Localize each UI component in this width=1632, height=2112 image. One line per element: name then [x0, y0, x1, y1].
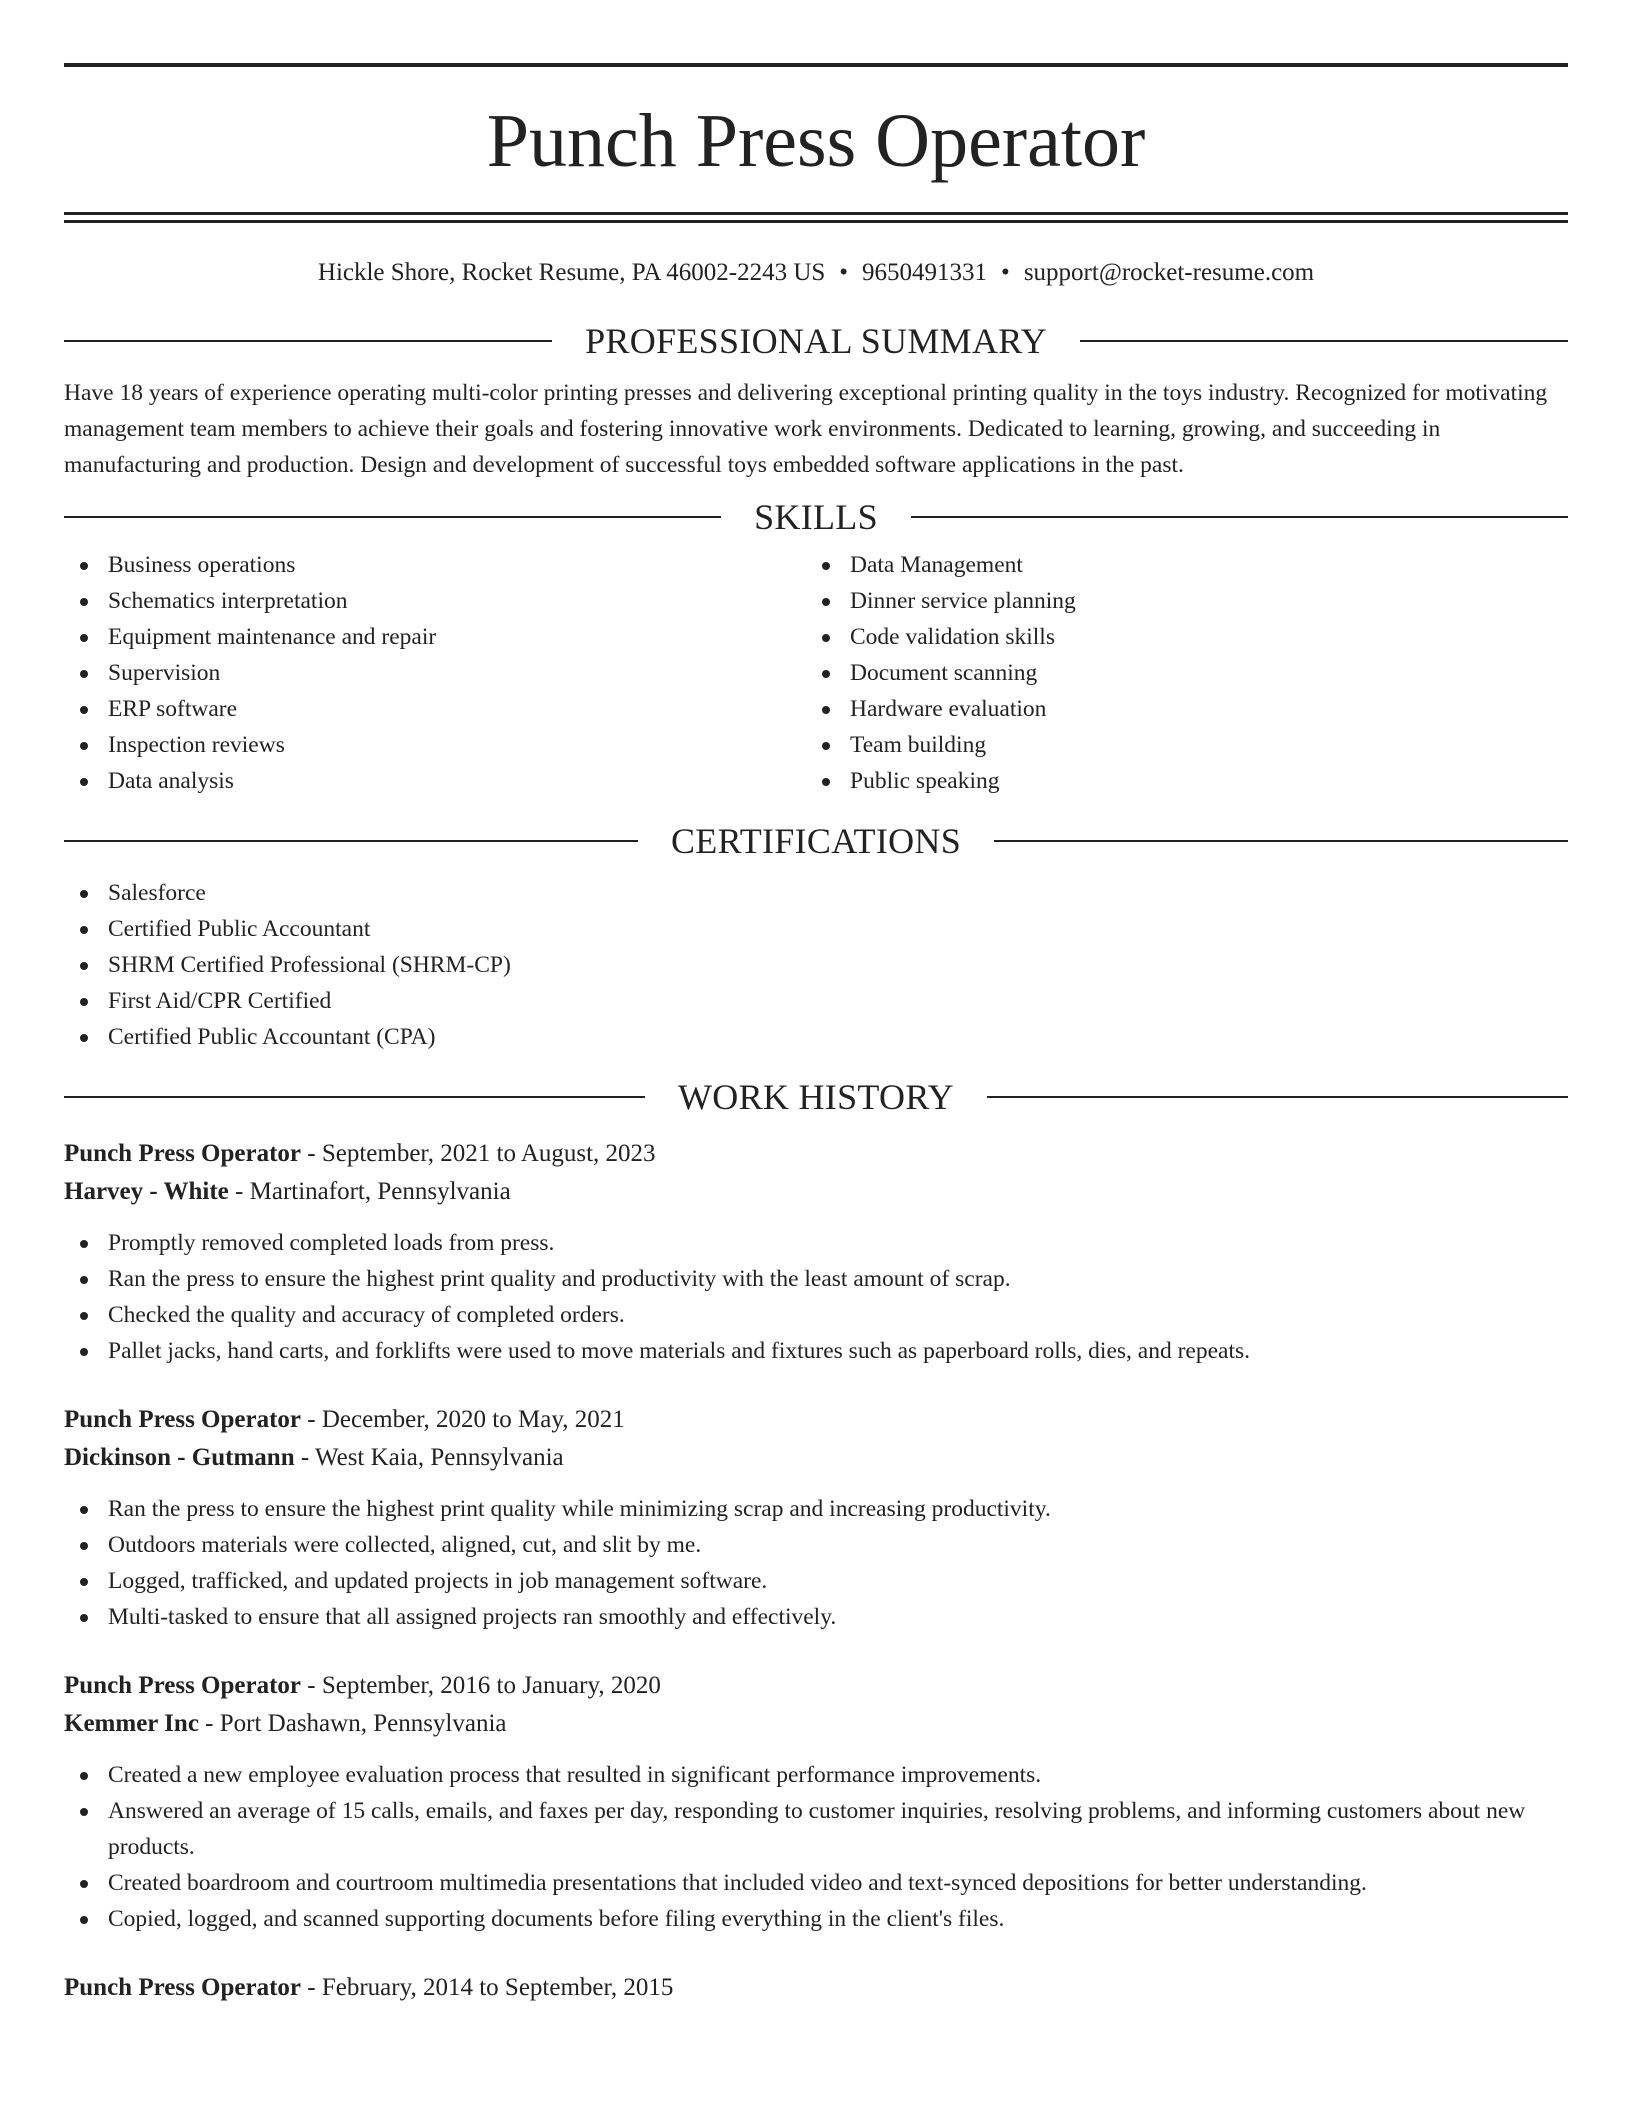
divider: [64, 840, 638, 842]
skill-item: Supervision: [64, 655, 806, 691]
work-history-heading: WORK HISTORY: [678, 1077, 954, 1117]
divider: [911, 516, 1568, 518]
skill-item: Data Management: [806, 547, 1548, 583]
job-entry: [64, 1969, 1568, 2007]
certification-item: First Aid/CPR Certified: [64, 983, 1568, 1019]
contact-address: Hickle Shore, Rocket Resume, PA 46002-2243 US: [317, 259, 826, 286]
job-employer-line: [64, 1173, 1568, 1211]
skills-column-right: [806, 547, 1548, 799]
job-title: Punch Press Operator: [64, 1672, 302, 1699]
divider: [987, 1096, 1568, 1098]
job-employer: Kemmer Inc: [64, 1710, 199, 1737]
job-dates: December, 2020 to May, 2021: [321, 1406, 625, 1433]
job-duty: Pallet jacks, hand carts, and forklifts were used to move materials and fixtures such as paperboard rolls, dies, and repeats.: [64, 1333, 1568, 1369]
contact-email: support@rocket-resume.com: [1023, 259, 1315, 286]
divider: [994, 840, 1568, 842]
skill-item: Team building: [806, 727, 1548, 763]
dash: -: [307, 1140, 316, 1167]
dash: -: [307, 1974, 316, 2001]
skill-item: Hardware evaluation: [806, 691, 1548, 727]
title-double-rule: [64, 212, 1568, 223]
job-duty: Created a new employee evaluation process that resulted in significant performance improvements.: [64, 1757, 1568, 1793]
job-entry: [64, 1135, 1568, 1369]
skill-item: ERP software: [64, 691, 806, 727]
resume-page: [64, 0, 1568, 2007]
divider: [64, 1096, 645, 1098]
work-history-section-header: [64, 1075, 1568, 1119]
resume-title: Punch Press Operator: [486, 99, 1146, 183]
certification-item: SHRM Certified Professional (SHRM-CP): [64, 947, 1568, 983]
job-employer-line: [64, 1439, 1568, 1477]
certification-item: Certified Public Accountant (CPA): [64, 1019, 1568, 1055]
job-duty: Created boardroom and courtroom multimedia presentations that included video and text-synced depositions for better understanding.: [64, 1865, 1568, 1901]
skill-item: Data analysis: [64, 763, 806, 799]
job-location: West Kaia, Pennsylvania: [315, 1444, 564, 1471]
job-title: Punch Press Operator: [64, 1974, 302, 2001]
job-title-line: [64, 1969, 1568, 2007]
job-duties-list: [64, 1491, 1568, 1635]
job-employer-line: [64, 1705, 1568, 1743]
job-entry: [64, 1401, 1568, 1635]
skills-heading: SKILLS: [754, 497, 878, 537]
contact-separator: •: [839, 259, 849, 286]
skill-item: Public speaking: [806, 763, 1548, 799]
skills-column-left: [64, 547, 806, 799]
job-duty: Answered an average of 15 calls, emails, and faxes per day, responding to customer inquiries, resolving problems, and informing customers about new products.: [64, 1793, 1568, 1865]
skill-item: Document scanning: [806, 655, 1548, 691]
job-location: Martinafort, Pennsylvania: [249, 1178, 511, 1205]
dash: -: [235, 1178, 244, 1205]
job-employer: Dickinson - Gutmann: [64, 1444, 295, 1471]
job-duties-list: [64, 1757, 1568, 1937]
dash: -: [300, 1444, 310, 1471]
job-duty: Logged, trafficked, and updated projects in job management software.: [64, 1563, 1568, 1599]
job-duties-list: [64, 1225, 1568, 1369]
contact-phone: 9650491331: [862, 259, 988, 286]
certifications-heading: CERTIFICATIONS: [670, 821, 962, 861]
job-dates: September, 2021 to August, 2023: [321, 1140, 656, 1167]
skill-item: Schematics interpretation: [64, 583, 806, 619]
job-entry: [64, 1667, 1568, 1937]
job-title-line: [64, 1667, 1568, 1705]
job-employer: Harvey - White: [64, 1178, 229, 1205]
job-duty: Ran the press to ensure the highest print quality while minimizing scrap and increasing productivity.: [64, 1491, 1568, 1527]
job-duty: Promptly removed completed loads from press.: [64, 1225, 1568, 1261]
certification-item: Certified Public Accountant: [64, 911, 1568, 947]
job-duty: Copied, logged, and scanned supporting documents before filing everything in the client's files.: [64, 1901, 1568, 1937]
job-duty: Ran the press to ensure the highest print quality and productivity with the least amount of scrap.: [64, 1261, 1568, 1297]
job-title-line: [64, 1401, 1568, 1439]
summary-text: Have 18 years of experience operating multi-color printing presses and delivering exceptional printing quality in the toys industry. Recognized for motivating management team members to achieve their goals and fostering innovative work environments. Dedicated to learning, growing, and succeeding in manufacturing and production. Design and development of successful toys embedded software applications in the past.: [64, 380, 1548, 478]
skill-item: Equipment maintenance and repair: [64, 619, 806, 655]
skill-item: Code validation skills: [806, 619, 1548, 655]
skill-item: Inspection reviews: [64, 727, 806, 763]
certifications-list: [64, 875, 1568, 1055]
divider: [1080, 340, 1568, 342]
job-title: Punch Press Operator: [64, 1140, 302, 1167]
job-duty: Checked the quality and accuracy of completed orders.: [64, 1297, 1568, 1333]
top-rule: [64, 63, 1568, 67]
job-duty: Outdoors materials were collected, aligned, cut, and slit by me.: [64, 1527, 1568, 1563]
divider: [64, 516, 721, 518]
skill-item: Dinner service planning: [806, 583, 1548, 619]
certification-item: Salesforce: [64, 875, 1568, 911]
job-duty: Multi-tasked to ensure that all assigned projects ran smoothly and effectively.: [64, 1599, 1568, 1635]
job-title-line: [64, 1135, 1568, 1173]
skills-list: [64, 547, 1568, 799]
dash: -: [205, 1710, 214, 1737]
job-title: Punch Press Operator: [64, 1406, 302, 1433]
job-dates: February, 2014 to September, 2015: [321, 1974, 674, 2001]
skill-item: Business operations: [64, 547, 806, 583]
summary-section-header: [64, 319, 1568, 363]
job-location: Port Dashawn, Pennsylvania: [219, 1710, 507, 1737]
contact-line: [64, 257, 1568, 289]
job-dates: September, 2016 to January, 2020: [321, 1672, 661, 1699]
contact-separator: •: [1001, 259, 1010, 286]
dash: -: [307, 1406, 316, 1433]
summary-heading: PROFESSIONAL SUMMARY: [585, 321, 1047, 361]
skills-section-header: [64, 495, 1568, 539]
dash: -: [307, 1672, 316, 1699]
certifications-section-header: [64, 819, 1568, 863]
divider: [64, 340, 552, 342]
